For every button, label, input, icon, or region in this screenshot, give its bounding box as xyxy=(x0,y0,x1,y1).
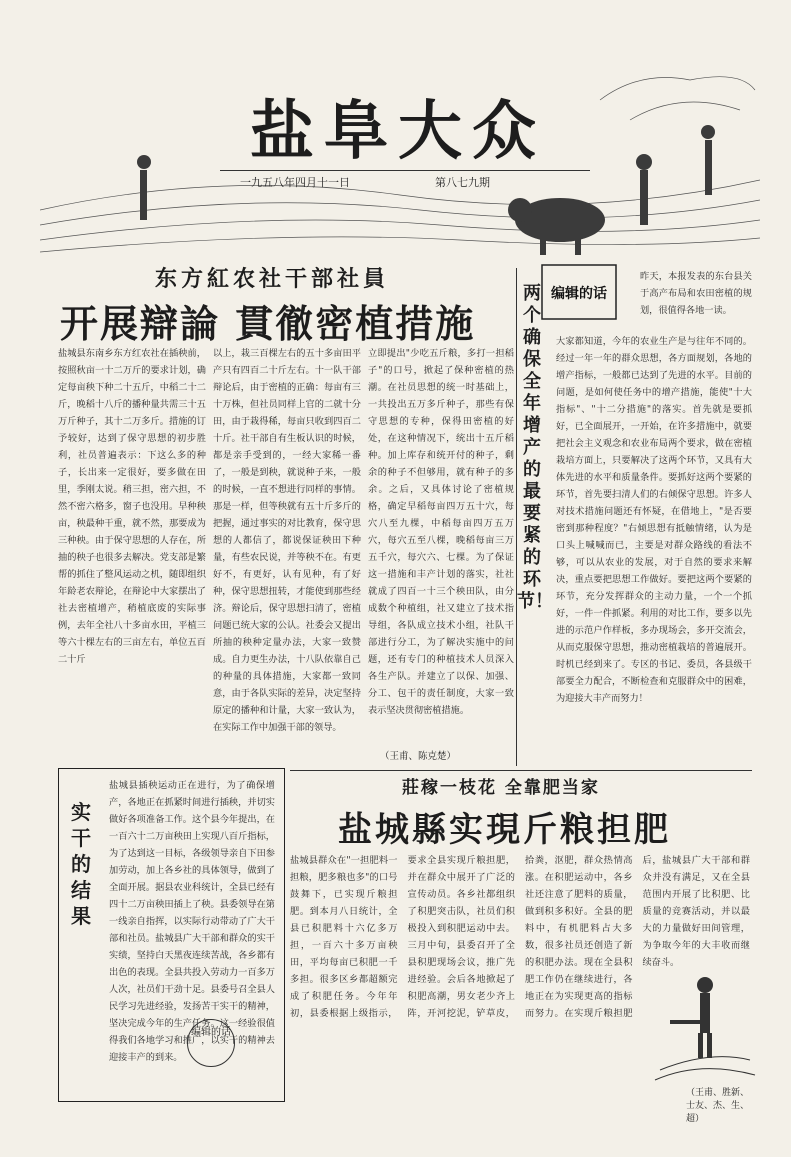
boxed-article-body: 盐城县插秧运动正在进行，为了确保增产，各地正在抓紧时间进行插秧，并切实做好各项准备工作。这个县今年提出，在一百六十二万亩秧田上实现八百斤指标，为了达到这一目标，各级领导亲自下田参加劳动，加上各乡社的具体领导，做到了全面开展。据县农业科统计，全县已经有四十二万亩秧田插上了秧。县委领导在第一线亲自指挥，以实际行动带动了广大干部和社员。盐城县广大干部和群众的实干实绩，坚持白天黑夜连续苦战，各乡都有出色的表现。全县共投入劳动力一百多万人次，社员们干劲十足。县委号召全县人民学习先进经验，发扬苦干实干的精神，坚决完成今年的生产任务。这一经验很值得我们各地学习和推广，以实干的精神去迎接丰产的到来。 xyxy=(109,780,275,1063)
boxed-article-title: 实干的结果 xyxy=(71,800,91,928)
article1-column-1: 盐城县东南乡东方红农社在插秧前，按照秋亩一十二万斤的要求计划，确定每亩秧下种二十五斤，中稻二十二斤，晚稻十八斤的播种量共需三十五万斤种子，其十二万多斤。措施的订予较好，达到了保守思想的初步胜利，社员普遍表示：下这么多的种子，长出来一定很好，要多做在田里，季刚太说。稍三担，密六担，不然不密六格多，窗子也没用。早种秧亩，秧最种干重，就不然，那要成为三种秧。由于保守思想的人存在，所抽的秧子也很多去解决。党支部是繁帮的抓住了整风运动之机，随即组织年龄老农辩论，在辩论中大家摆出了社去密植增产，稍植底废的实际事例，去年全社八十多亩水田，平植三等六十棵左右的三亩左右，单位五百二十斤 xyxy=(58,348,206,665)
article2-subheadline: 莊稼一枝花 全靠肥当家 xyxy=(402,778,600,798)
masthead-rule xyxy=(220,170,590,171)
editorial-vertical-headline: 两个确保全年增产的最要紧的环节！ xyxy=(517,283,553,612)
farmer-illustration xyxy=(650,950,760,1090)
article1-byline: （王甫、陈克楚） xyxy=(380,751,457,762)
boxed-article-stamp: 编辑的话 xyxy=(187,1019,235,1067)
editorial-badge xyxy=(540,263,618,321)
article2-headline: 盐城縣实現斤粮担肥 xyxy=(338,810,671,850)
masthead xyxy=(40,60,760,260)
boxed-article xyxy=(58,768,285,1102)
article1-column-3: 立即提出"少吃五斤粮，多打一担稻子"的口号，掀起了保种密植的热潮。在社员思想的统一时基础上，一共投出五万多斤种子，那些有保守思想的专种，保得田密植的好处，在这种情况下，统出十五斤稻种。加上库存和统开付的种子，剩余的种子不但够用，就有种子的多余。之后，又具体讨论了密植规格，确定早稻每亩四万五十穴，每穴八至九棵，中稻每亩四万五万穴，每穴五至八棵，晚稻每亩三万五千穴，每穴六、七棵。为了保证这一措施和丰产计划的落实，社社就成了四百一十三个秧田队，由分成数个种植组，社又建立了技术指导组，各队成立技术小组，社队干部进行分工，为了解决实施中的问题，还有专门的种植技术人员深入各生产队。并建立了以保、加强、分工、包干的责任制度，大家一致表示坚决贯彻密植措施。 xyxy=(368,348,514,716)
section-rule xyxy=(290,770,752,771)
article2-byline: （王甫、胜新、士友、杰、生、超） xyxy=(686,1088,750,1124)
editorial-badge-text: 编辑的话 xyxy=(551,286,607,302)
masthead-issue: 第八七九期 xyxy=(435,176,490,189)
article1-subheadline: 东方紅农社干部社員 xyxy=(155,266,390,292)
editorial-body: 大家都知道，今年的农业生产是与往年不同的。经过一年一年的群众思想，各方面规划，各地的增产指标，一般都已达到了先进的水平。目前的问题，是如何使任务中的增产措施，能使"十大指标"、"十二分措施"的落实。首先就是要抓好，已全面展开，一开始，在许多措施中，就要把社会主义观念和农业布局两个要求，做在密植栽培方面上，只要解决了这两个环节，又具有大体先进的水平和质量条件。要抓好这两个要紧的环节，首先要扫清人们的右倾保守思想。许多人对技术措施问题还有怀疑，在借地上，"是否要密到那种程度？"右倾思想有抵触情绪，认为是口头上喊喊而已，主要是对群众路线的看法不够，可以从农业的发展，对于自然的要求来解决，重点要把思想工作做好。要把这两个要紧的环节，充分发挥群众的主动力量，一个一个抓好，一件一件抓紧。利用的对比工作，要多以先进的示范户作样板，多办现场会，多开交流会，从而克服保守思想，推动密植栽培的普遍展开。时机已经到来了。专区的书记、委员，各县级干部要全力配合，不断检查和克服群众中的困难，为迎接大丰产而努力！ xyxy=(556,336,752,704)
masthead-title: 盐阜大众 xyxy=(250,94,546,169)
masthead-date: 一九五八年四月十一日 xyxy=(240,176,350,189)
article1-column-2: 以上，栽三百棵左右的五十多亩田平产只有四百二十斤左右。十一队干部辩论后，由于密植的正确：每亩有三十万株，但社员同样上官的二就十分田，由于栽得稀，每亩只收到四百二十斤。社干部自有生板认识的时候，都是亲手受到的，一经大家稀一番了，一般是到秧，就说种子来，一般的时候，一直不想进行同样的事情。那是一样，但等秧就有五十斤多斤的把握，通过事实的对比教育，保守思想的人都信了，都说保证秧田下种量，有些农民说，并等秧不在。有更好不，有更好，认有见种，有了好种，保守思想扭转，才能使到那些经济。辩论后，保守思想扫清了，密植问题已统大家的公认。社委会又提出所抽的秧种定量办法，大家一致赞成。自力更生办法，十八队依靠自己的种量的具体措施，大家都一致同意，由于各队实际的差异，决定坚持原定的播种和计量，大家一致认为，在实际工作中加强干部的领导。 xyxy=(213,348,361,733)
article2-body: 盐城县群众在"一担肥料一担粮，肥多粮也多"的口号鼓舞下，已实现斤粮担肥。到本月八日统计，全县已积肥料十六亿多万担，一百六十多万亩秧田，平均每亩已积肥一千多担。很多区乡都超额完成了积肥任务。今年年初，县委根据上级指示，要求全县实现斤粮担肥，并在群众中展开了广泛的宣传动员。各乡社都组织了积肥突击队，社员们积极投入到积肥运动中去。三月中旬，县委召开了全县积肥现场会议，推广先进经验。会后各地掀起了积肥高潮，男女老少齐上阵，开河挖泥，铲草皮，拾粪，沤肥，群众热情高涨。在积肥运动中，各乡社还注意了肥料的质量，做到积多积好。全县的肥料中，有机肥料占大多数，很多社员还创造了新的积肥办法。现在全县积肥工作仍在继续进行，各地正在为实现更高的指标而努力。在实现斤粮担肥后，盐城县广大干部和群众并没有满足，又在全县范围内开展了比积肥、比质量的竞赛活动，并以最大的力量做好田间管理，为争取今年的大丰收而继续奋斗。 xyxy=(290,855,750,1019)
editorial-intro: 昨天，本报发表的东台县关于高产布局和农田密植的规划，很值得各地一读。 xyxy=(640,271,752,316)
article1-headline: 开展辯論 貫徹密植措施 xyxy=(60,301,476,346)
